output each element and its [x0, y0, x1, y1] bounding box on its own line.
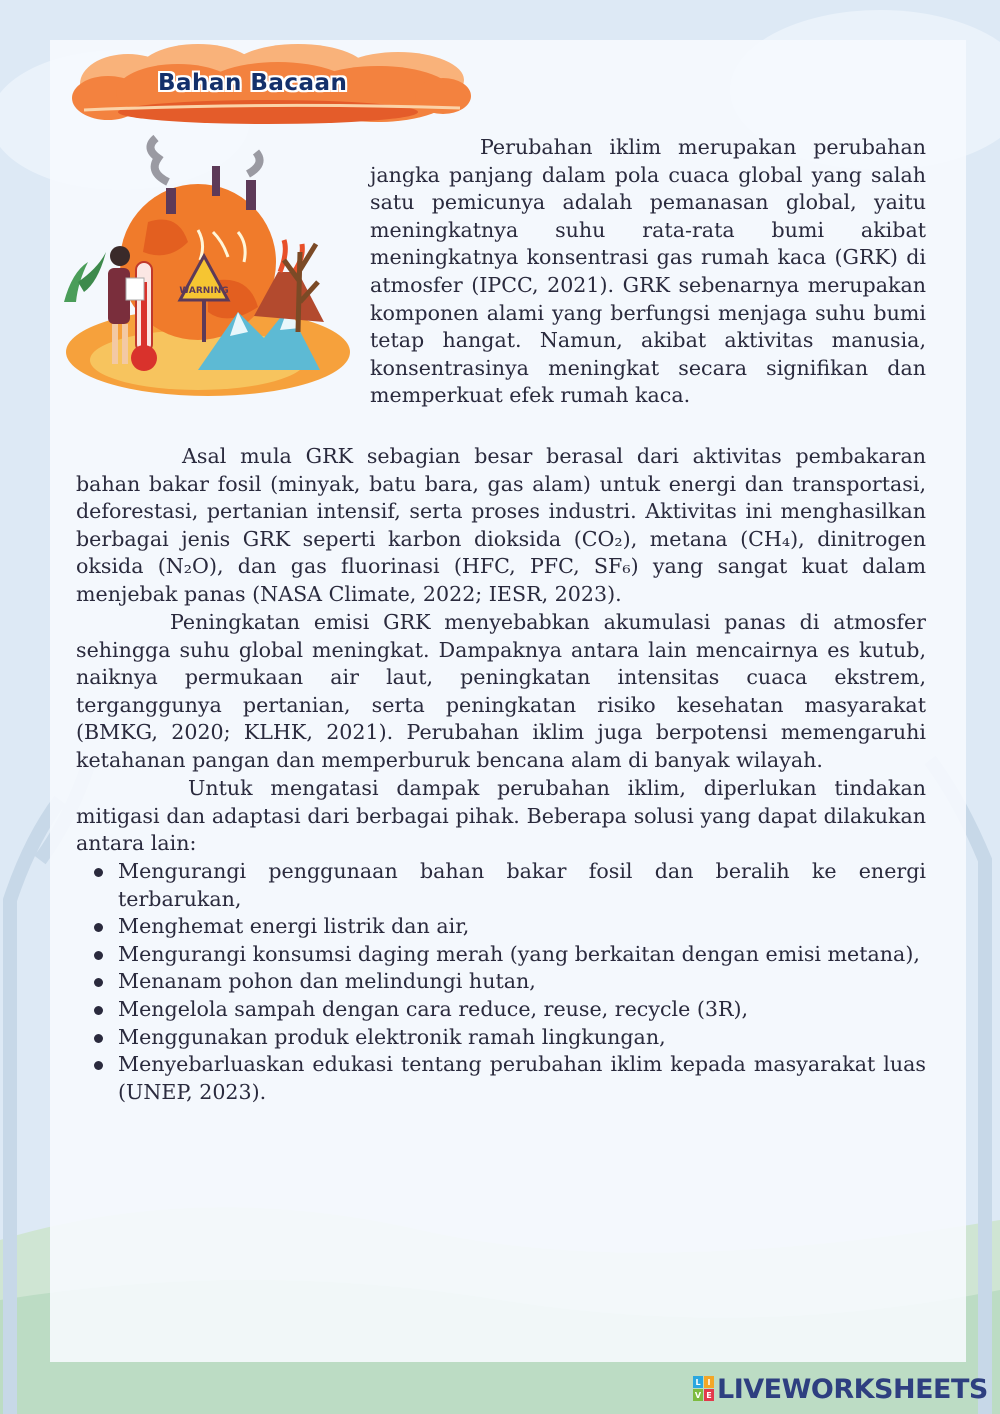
- paragraph-causes: [76, 443, 926, 609]
- list-item-text: Menyebarluaskan edukasi tentang perubahan iklim kepada masyarakat luas (UNEP, 2023).: [118, 1052, 926, 1104]
- paragraph-impacts: [76, 609, 926, 775]
- bullet-icon: [94, 868, 103, 877]
- watermark-text: LIVEWORKSHEETS: [717, 1373, 988, 1405]
- list-item: [76, 968, 926, 996]
- list-item: [76, 1051, 926, 1106]
- list-item-text: Menghemat energi listrik dan air,: [118, 914, 470, 939]
- logo-letter-l: L: [695, 1378, 701, 1387]
- bullet-icon: [94, 1034, 103, 1043]
- list-item: [76, 941, 926, 969]
- list-item-text: Menanam pohon dan melindungi hutan,: [118, 969, 536, 994]
- list-item: [76, 996, 926, 1024]
- climate-change-illustration: [48, 132, 352, 404]
- bullet-icon: [94, 923, 103, 932]
- paragraph-intro: [370, 134, 926, 410]
- paragraph-causes-text: Asal mula GRK sebagian besar berasal dari aktivitas pembakaran bahan bakar fosil (minyak, batu bara, gas alam) untuk energi dan transportasi, deforestasi, pertanian intensif, serta proses industri. Aktivitas ini menghasilkan berbagai jenis GRK seperti karbon dioksida (CO₂), metana (CH₄), dinitrogen oksida (N₂O), dan gas fluorinasi (HFC, PFC, SF₆) yang sangat kuat dalam menjebak panas (NASA Climate, 2022; IESR, 2023).: [76, 444, 926, 606]
- solutions-list: [76, 858, 926, 1106]
- logo-letter-e: E: [706, 1391, 712, 1400]
- list-item-text: Menggunakan produk elektronik ramah lingkungan,: [118, 1024, 666, 1049]
- list-item: [76, 913, 926, 941]
- paragraph-intro-text: Perubahan iklim merupakan perubahan jangka panjang dalam pola cuaca global yang salah satu pemicunya adalah pemanasan global, yaitu meningkatnya suhu rata-rata bumi akibat meningkatnya konsentrasi gas rumah kaca (GRK) di atmosfer (IPCC, 2021). GRK sebenarnya merupakan komponen alami yang berfungsi menjaga suhu bumi tetap hangat. Namun, akibat aktivitas manusia, konsentrasinya meningkat secara signifikan dan memperkuat efek rumah kaca.: [370, 135, 926, 408]
- list-item-text: Mengurangi konsumsi daging merah (yang berkaitan dengan emisi metana),: [118, 941, 920, 966]
- list-item: [76, 1024, 926, 1052]
- liveworksheets-logo-icon: [693, 1376, 715, 1402]
- bullet-icon: [94, 1061, 103, 1070]
- logo-letter-v: V: [694, 1391, 702, 1400]
- list-item: [76, 858, 926, 913]
- list-item-text: Mengelola sampah dengan cara reduce, reuse, recycle (3R),: [118, 996, 749, 1021]
- liveworksheets-watermark[interactable]: [693, 1372, 988, 1406]
- bullet-icon: [94, 951, 103, 960]
- list-item-text: Mengurangi penggunaan bahan bakar fosil dan beralih ke energi terbarukan,: [118, 859, 926, 911]
- warning-sign-label: WARNING: [179, 286, 229, 296]
- logo-letter-i: I: [707, 1378, 711, 1387]
- bullet-icon: [94, 978, 103, 987]
- paragraph-impacts-text: Peningkatan emisi GRK menyebabkan akumulasi panas di atmosfer sehingga suhu global meningkat. Dampaknya antara lain mencairnya es kutub, naiknya permukaan air laut, peningkatan intensitas cuaca ekstrem, terganggunya pertanian, serta peningkatan risiko kesehatan masyarakat (BMKG, 2020; KLHK, 2021). Perubahan iklim juga berpotensi memengaruhi ketahanan pangan dan memperburuk bencana alam di banyak wilayah.: [76, 610, 926, 772]
- paragraph-solutions-intro: [76, 775, 926, 858]
- page-title: Bahan Bacaan: [158, 70, 348, 96]
- plant-icon: [64, 252, 106, 302]
- paragraph-solutions-intro-text: Untuk mengatasi dampak perubahan iklim, diperlukan tindakan mitigasi dan adaptasi dari berbagai pihak. Beberapa solusi yang dapat dilakukan antara lain:: [76, 776, 926, 856]
- bullet-icon: [94, 1006, 103, 1015]
